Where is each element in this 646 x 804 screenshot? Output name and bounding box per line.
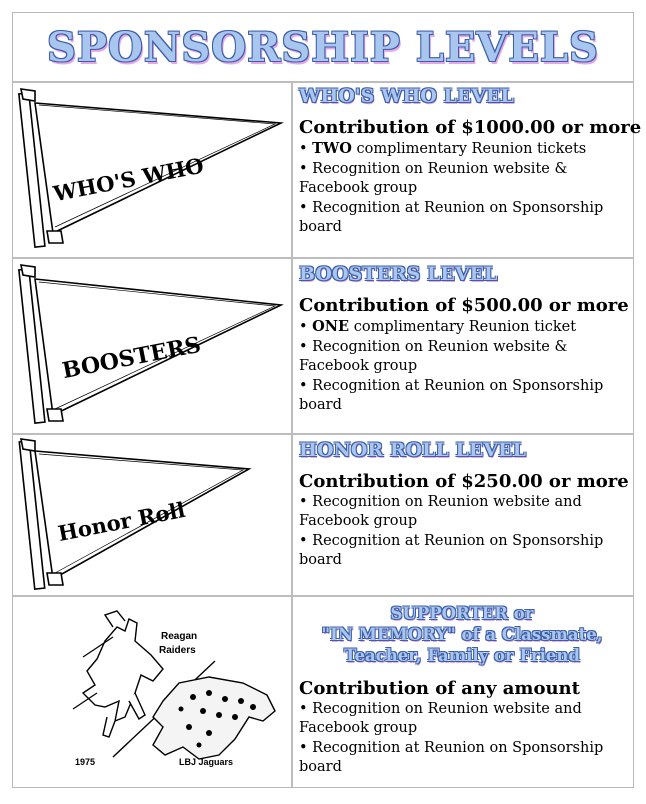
pennant-label: Honor Roll bbox=[55, 496, 188, 547]
level-row-whos-who bbox=[13, 81, 642, 259]
pennant-cell bbox=[13, 81, 293, 257]
pennant-cell bbox=[13, 435, 293, 595]
level-row-honor-roll bbox=[13, 435, 633, 597]
benefit-item: • Recognition on Reunion website and Facebook group bbox=[299, 494, 582, 529]
contribution-amount: Contribution of any amount bbox=[299, 678, 580, 699]
level-details bbox=[295, 81, 642, 257]
benefit-item: • Recognition at Reunion on Sponsorship board bbox=[299, 378, 604, 413]
logo-year: 1975 bbox=[75, 757, 96, 767]
page-title: SPONSORSHIP LEVELS bbox=[47, 23, 599, 71]
level-details bbox=[295, 259, 633, 433]
level-details bbox=[295, 597, 633, 787]
logo-cell bbox=[13, 597, 293, 787]
title-cell bbox=[13, 13, 633, 83]
pennant-label: WHO'S WHO bbox=[51, 152, 206, 207]
benefit-item: • Recognition on Reunion website & Facebook group bbox=[299, 339, 568, 374]
benefit-item: • Recognition on Reunion website and Facebook group bbox=[299, 701, 582, 736]
level-name: WHO'S WHO LEVEL bbox=[299, 85, 514, 107]
logo-label-raiders: Raiders bbox=[159, 645, 196, 656]
raiders-jaguars-logo-icon bbox=[13, 597, 291, 785]
level-row-boosters bbox=[13, 259, 633, 435]
benefit-item: • TWO complimentary Reunion tickets bbox=[299, 140, 587, 157]
logo-label-reagan: Reagan bbox=[161, 631, 198, 642]
level-name: HONOR ROLL LEVEL bbox=[299, 439, 526, 461]
level-details bbox=[295, 435, 633, 595]
benefit-item: • Recognition at Reunion on Sponsorship board bbox=[299, 740, 604, 775]
benefit-item: • Recognition at Reunion on Sponsorship board bbox=[299, 533, 604, 568]
benefit-item: • ONE complimentary Reunion ticket bbox=[299, 318, 577, 335]
level-name-line-2: "IN MEMORY" of a Classmate, bbox=[321, 625, 603, 644]
pennant-cell bbox=[13, 259, 293, 433]
contribution-amount: Contribution of $250.00 or more bbox=[299, 471, 629, 492]
sponsorship-sheet bbox=[12, 12, 642, 788]
pennant-icon bbox=[13, 259, 291, 433]
benefit-item: • Recognition on Reunion website & Facebook group bbox=[299, 161, 568, 196]
pennant-icon bbox=[13, 435, 291, 595]
benefit-item: • Recognition at Reunion on Sponsorship board bbox=[299, 200, 604, 235]
contribution-amount: Contribution of $500.00 or more bbox=[299, 295, 629, 316]
pennant-label: BOOSTERS bbox=[60, 331, 204, 385]
level-name-line-1: SUPPORTER or bbox=[390, 604, 534, 623]
level-name-line-3: Teacher, Family or Friend bbox=[344, 646, 580, 665]
level-name: BOOSTERS LEVEL bbox=[299, 263, 498, 285]
level-row-supporter bbox=[13, 597, 633, 787]
pennant-icon bbox=[13, 81, 291, 257]
logo-label-lbj-jaguars: LBJ Jaguars bbox=[179, 757, 234, 767]
contribution-amount: Contribution of $1000.00 or more bbox=[299, 117, 642, 138]
